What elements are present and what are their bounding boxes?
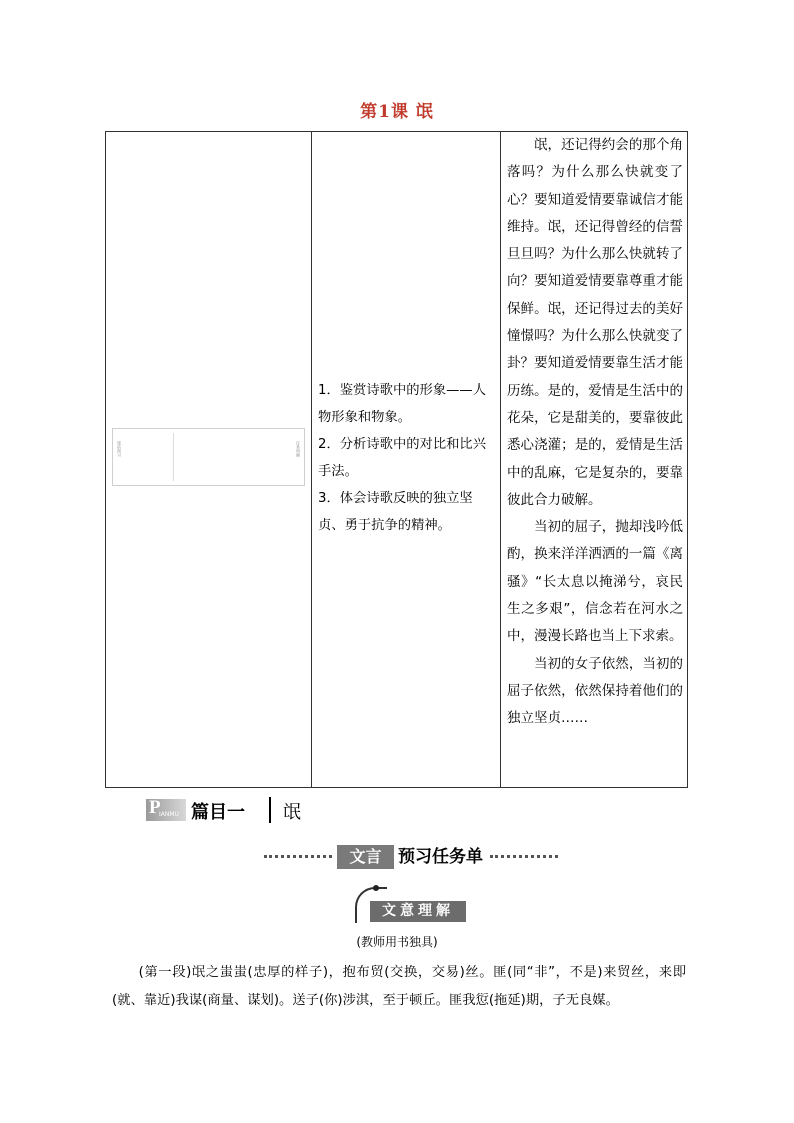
task-tag: 文言: [337, 845, 394, 869]
dotted-line-right: [490, 855, 558, 861]
body-text: [112, 959, 686, 1015]
task-title: 预习任务单: [398, 847, 483, 867]
learning-goals: [318, 377, 496, 539]
section-divider: [269, 797, 271, 823]
pianmu-badge-icon: P IANMU: [146, 799, 186, 821]
understanding-label: 文意理解: [370, 901, 466, 922]
intro-paragraph: 当初的女子依然，当初的屈子依然，依然保持着他们的独立坚贞……: [507, 655, 683, 727]
thumbnail-left-text: 课前预习: [117, 441, 122, 457]
dotted-line-left: [264, 855, 332, 861]
teacher-note: (教师用书独具): [356, 935, 438, 949]
goal-item: 2．分析诗歌中的对比和比兴手法。: [318, 437, 487, 479]
goal-item: 3．体会诗歌反映的独立坚贞、勇于抗争的精神。: [318, 491, 473, 533]
thumbnail-right-text: 任务明确: [296, 441, 301, 457]
section-subtitle: 氓: [283, 802, 301, 823]
thumbnail-divider: [173, 433, 174, 481]
intro-paragraph: 氓，还记得约会的那个角落吗？为什么那么快就变了心？要知道爱情要靠诚信才能维持。氓，还记得曾经的信誓旦旦吗？为什么那么快就转了向？要知道爱情要靠尊重才能保鲜。氓，还记得过去的美好憧憬吗？为什么那么快就变了卦？要知道爱情要靠生活才能历练。是的，爱情是生活中的花朵，它是甜美的，要靠彼此悉心浇灌；是的，爱情是生活中的乱麻，它是复杂的，要靠彼此合力破解。: [507, 137, 683, 508]
thumbnail-image: [112, 428, 305, 486]
dot-decoration-icon: [373, 885, 379, 891]
intro-paragraph: 当初的屈子，抛却浅吟低酌，换来洋洋洒洒的一篇《离骚》“长太息以掩涕兮，哀民生之多艰”，信念若在河水之中，漫漫长路也当上下求索。: [507, 519, 683, 645]
understanding-heading: [355, 885, 467, 925]
body-paragraph: (第一段)氓之蚩蚩(忠厚的样子)，抱布贸(交换，交易)丝。匪(同“非”，不是)来贸丝，来即(就、靠近)我谋(商量、谋划)。送子(你)涉淇，至于顿丘。匪我愆(拖延)期，子无良媒。: [112, 965, 686, 1008]
intro-text: [507, 132, 683, 733]
goal-item: 1．鉴赏诗歌中的形象——人物形象和物象。: [318, 383, 487, 425]
lesson-title: 第1课 氓: [360, 102, 434, 122]
section-title: 篇目一: [191, 802, 245, 823]
